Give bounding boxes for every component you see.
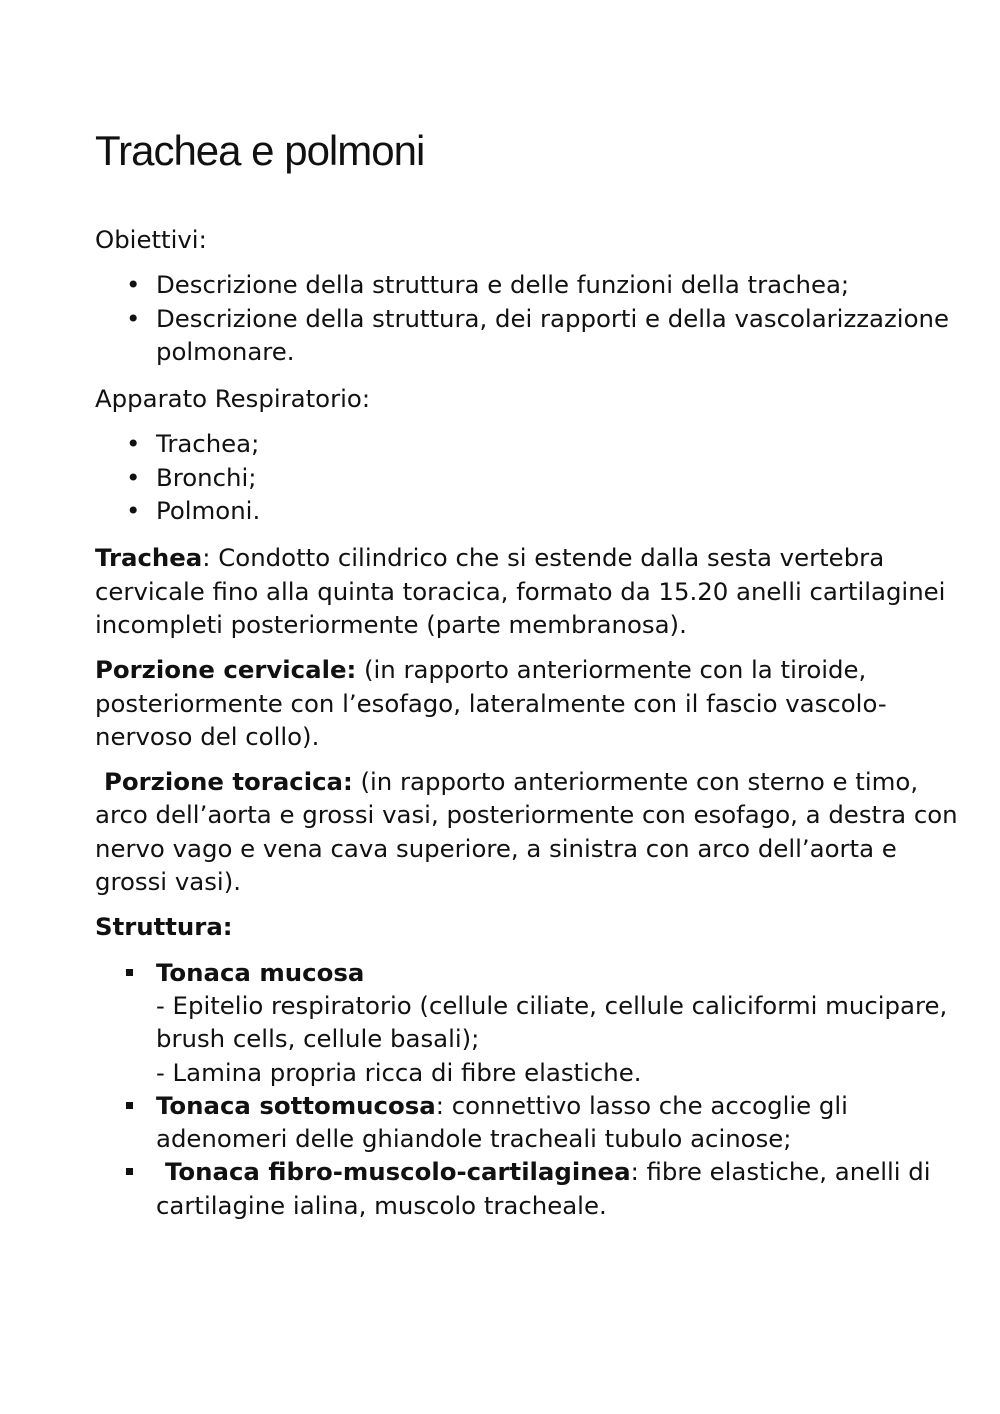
list-item: • Descrizione della struttura e delle funzioni della trachea; — [156, 268, 975, 301]
fibro-term: Tonaca fibro-muscolo-cartilaginea — [165, 1157, 631, 1187]
list-item: • Descrizione della struttura, dei rapporti e della vascolarizzazione polmonare. — [126, 303, 949, 366]
porzione-toracica-term: Porzione toracica: — [104, 767, 353, 797]
apparato-list — [95, 427, 975, 527]
document-body — [95, 223, 975, 1222]
struttura-heading: Struttura: — [95, 912, 233, 942]
square-bullet-icon — [126, 969, 133, 976]
porzione-cervicale-paragraph: Porzione cervicale: (in rapporto anteriormente con la tiroide, posteriormente con l’esofago, lateralmente con il fascio vascolo-nervoso del collo). — [95, 655, 887, 751]
list-item: • Bronchi; — [156, 461, 975, 494]
list-item: Tonaca mucosa - Epitelio respiratorio (cellule ciliate, cellule caliciformi mucipare, brush cells, cellule basali); - Lamina propria ricca di fibre elastiche. — [156, 956, 975, 1089]
obiettivi-heading: Obiettivi: — [95, 225, 207, 254]
porzione-cervicale-term: Porzione cervicale: — [95, 655, 357, 685]
porzione-toracica-paragraph: Porzione toracica: (in rapporto anteriormente con sterno e timo, arco dell’aorta e grossi vasi, posteriormente con esofago, a destra con nervo vago e vena cava superiore, a sinistra con arco dell’aorta e grossi vasi). — [95, 767, 958, 897]
list-item: • Trachea; — [156, 427, 975, 460]
trachea-paragraph: Trachea: Condotto cilindrico che si estende dalla sesta vertebra cervicale fino alla quinta toracica, formato da 15.20 anelli cartilaginei incompleti posteriormente (parte membranosa). — [95, 543, 946, 639]
square-bullet-icon — [126, 1168, 133, 1175]
bullet-icon: • — [126, 429, 141, 459]
list-item: Tonaca sottomucosa: connettivo lasso che accoglie gli adenomeri delle ghiandole tracheali tubulo acinose; — [156, 1089, 975, 1156]
bullet-icon: • — [126, 462, 141, 492]
list-item: • Polmoni. — [156, 494, 975, 527]
apparato-heading: Apparato Respiratorio: — [95, 384, 371, 414]
list-item: Tonaca fibro-muscolo-cartilaginea: fibre elastiche, anelli di cartilagine ialina, muscolo tracheale. — [156, 1155, 975, 1222]
sottomucosa-term: Tonaca sottomucosa — [156, 1090, 436, 1120]
struttura-list — [95, 956, 975, 1222]
bullet-icon: • — [126, 496, 141, 526]
bullet-icon: • — [126, 303, 141, 333]
square-bullet-icon — [126, 1102, 133, 1109]
trachea-term: Trachea — [95, 543, 203, 573]
bullet-icon: • — [126, 270, 141, 300]
mucosa-term: Tonaca mucosa — [156, 957, 365, 987]
page-title: Trachea e polmoni — [95, 127, 425, 174]
obiettivi-list — [95, 268, 975, 368]
